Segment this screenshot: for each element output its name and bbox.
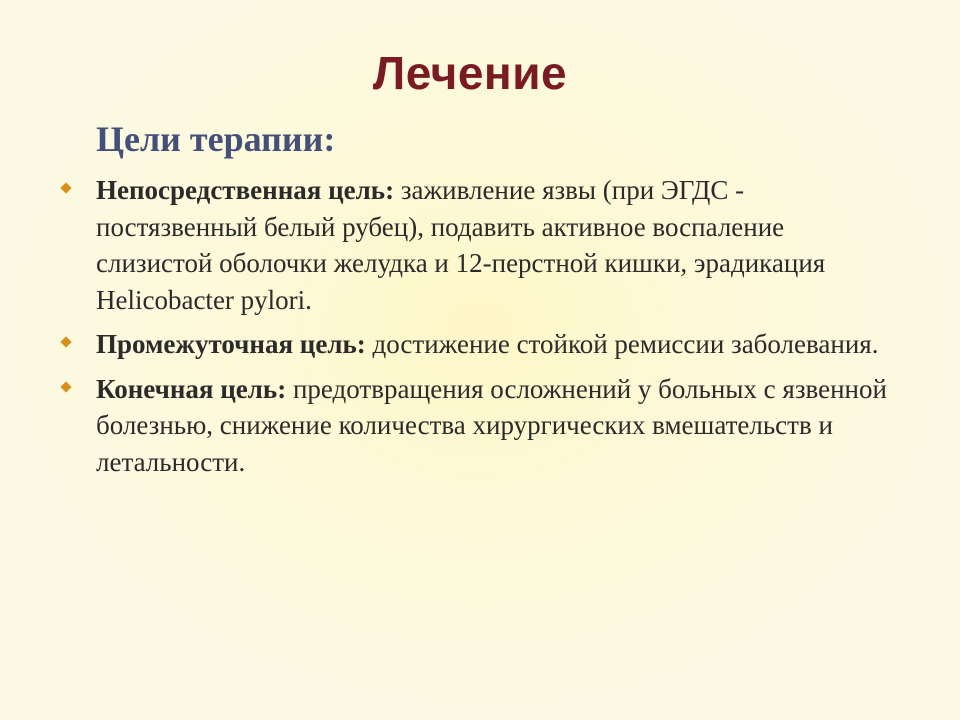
bullet-text: достижение стойкой ремиссии заболевания. [365,329,879,359]
slide-title: Лечение [372,47,568,99]
diamond-bullet-icon [60,182,71,193]
bullet-text: заживление язвы (при ЭГДС - постязвенный белый рубец), подавить активное воспаление слизистой оболочки желудка и 12-перстной кишки, эрадикация Helicobacter pylori. [96,175,826,315]
bullet-lead: Конечная цель: [96,373,287,404]
diamond-bullet-icon [60,381,71,392]
bullet-item-final-goal [60,371,900,481]
bullet-lead: Непосредственная цель: [96,175,395,205]
bullet-item-intermediate-goal [60,326,900,363]
bullet-lead: Промежуточная цель: [96,329,366,359]
bullet-text: предотвращения осложнений у больных с язвенной болезнью, снижение количества хирургических вмешательств и летальности. [96,373,887,477]
slide-subtitle: Цели терапии: [96,119,336,159]
bullet-list [60,172,900,488]
bullet-item-immediate-goal [60,172,900,318]
diamond-bullet-icon [60,336,71,347]
